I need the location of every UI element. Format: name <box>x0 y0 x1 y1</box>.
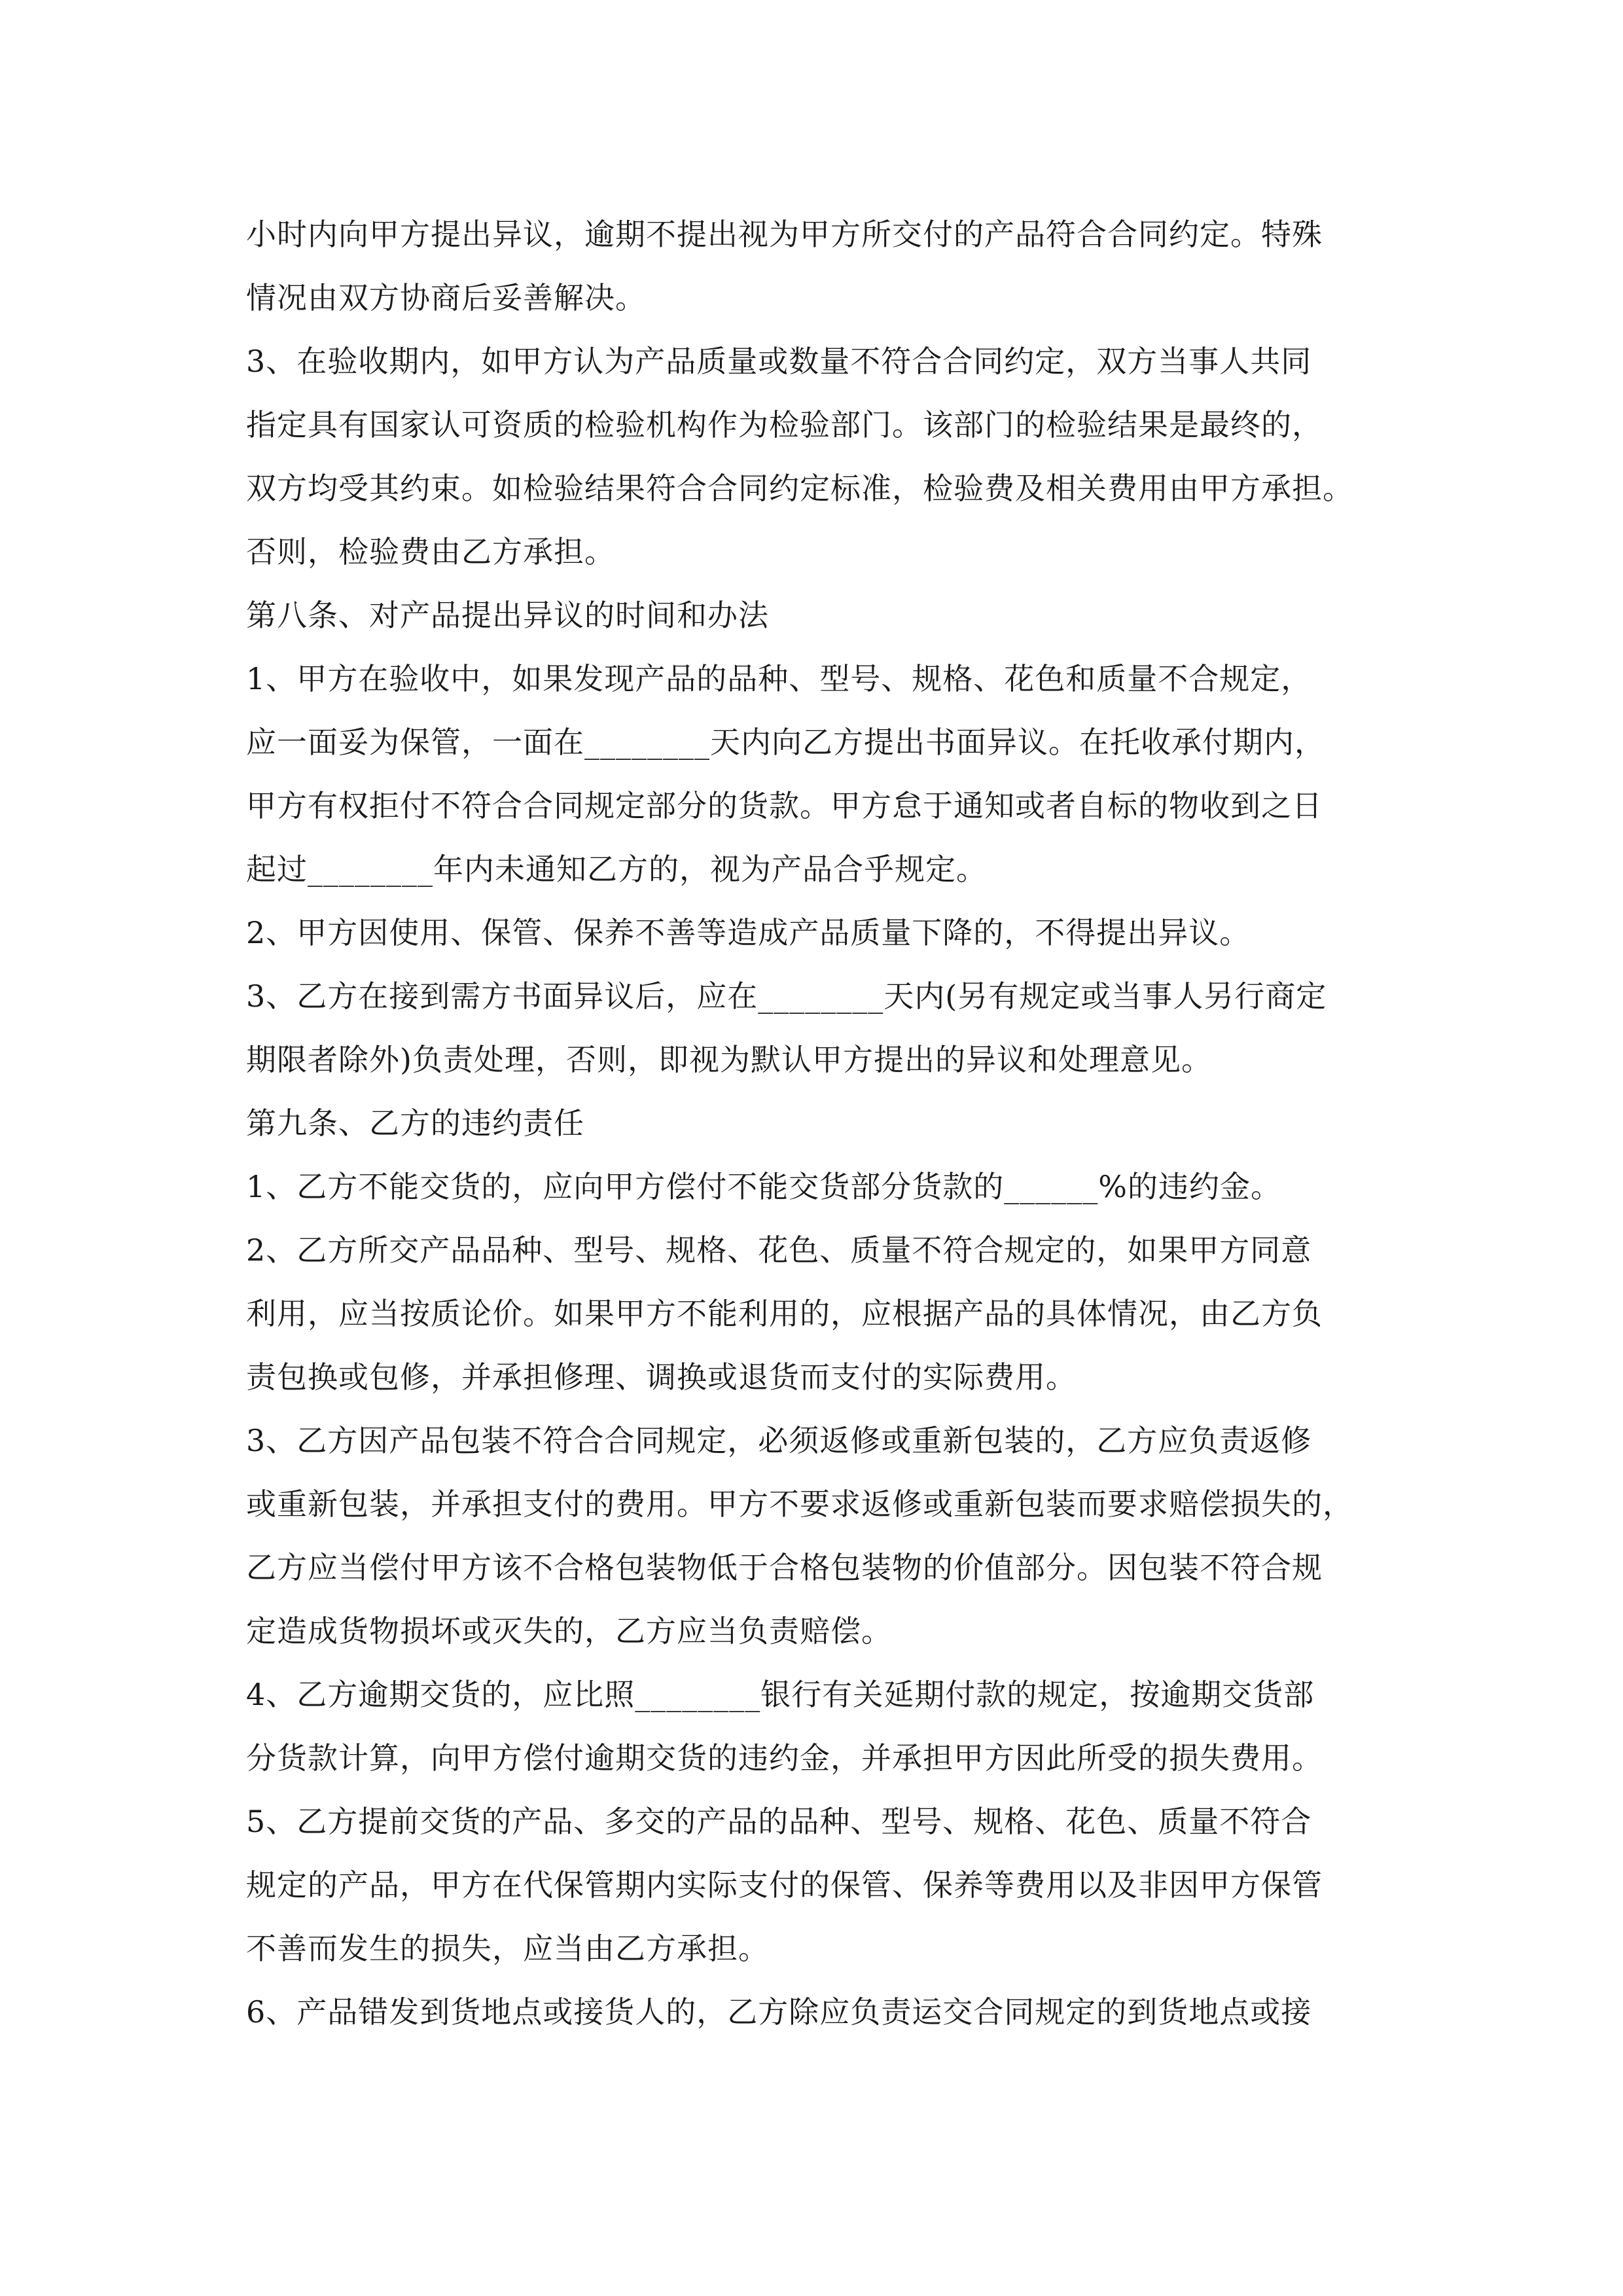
text-line: 规定的产品，甲方在代保管期内实际支付的保管、保养等费用以及非因甲方保管 <box>246 1867 1323 1903</box>
text-line: 小时内向甲方提出异议，逾期不提出视为甲方所交付的产品符合合同约定。特殊 <box>246 217 1323 252</box>
text-line: 应一面妥为保管，一面在________天内向乙方提出书面异议。在托收承付期内， <box>246 725 1325 760</box>
text-line: 1、甲方在验收中，如果发现产品的品种、型号、规格、花色和质量不合规定， <box>246 661 1312 696</box>
text-line: 否则，检验费由乙方承担。 <box>246 534 615 569</box>
text-line: 期限者除外)负责处理，否则，即视为默认甲方提出的异议和处理意见。 <box>246 1042 1212 1077</box>
text-line: 或重新包装，并承担支付的费用。甲方不要求返修或重新包装而要求赔偿损失的， <box>246 1486 1353 1522</box>
text-line: 2、甲方因使用、保管、保养不善等造成产品质量下降的，不得提出异议。 <box>246 915 1251 950</box>
text-line: 起过________年内未通知乙方的，视为产品合乎规定。 <box>246 852 987 887</box>
text-line: 3、乙方因产品包装不符合合同规定，必须返修或重新包装的，乙方应负责返修 <box>246 1423 1312 1458</box>
text-line: 3、在验收期内，如甲方认为产品质量或数量不符合合同约定，双方当事人共同 <box>246 344 1312 379</box>
text-line: 情况由双方协商后妥善解决。 <box>246 280 646 315</box>
text-line: 甲方有权拒付不符合合同规定部分的货款。甲方怠于通知或者自标的物收到之日 <box>246 788 1323 823</box>
text-line: 6、产品错发到货地点或接货人的，乙方除应负责运交合同规定的到货地点或接 <box>246 1994 1312 2030</box>
text-line: 责包换或包修，并承担修理、调换或退货而支付的实际费用。 <box>246 1359 1077 1395</box>
text-line: 双方均受其约束。如检验结果符合合同约定标准，检验费及相关费用由甲方承担。 <box>246 471 1353 506</box>
text-line: 3、乙方在接到需方书面异议后，应在________天内(另有规定或当事人另行商定 <box>246 978 1327 1014</box>
text-line: 分货款计算，向甲方偿付逾期交货的违约金，并承担甲方因此所受的损失费用。 <box>246 1740 1323 1776</box>
text-line: 乙方应当偿付甲方该不合格包装物低于合格包装物的价值部分。因包装不符合规 <box>246 1550 1323 1585</box>
text-line: 指定具有国家认可资质的检验机构作为检验部门。该部门的检验结果是最终的， <box>246 407 1323 442</box>
text-line: 5、乙方提前交货的产品、多交的产品的品种、型号、规格、花色、质量不符合 <box>246 1804 1312 1839</box>
section-heading: 第九条、乙方的违约责任 <box>246 1105 584 1141</box>
text-line: 利用，应当按质论价。如果甲方不能利用的，应根据产品的具体情况，由乙方负 <box>246 1296 1323 1331</box>
text-line: 2、乙方所交产品品种、型号、规格、花色、质量不符合规定的，如果甲方同意 <box>246 1232 1312 1268</box>
document-body <box>246 203 1398 2044</box>
text-line: 定造成货物损坏或灭失的，乙方应当负责赔偿。 <box>246 1613 892 1649</box>
text-line: 不善而发生的损失，应当由乙方承担。 <box>246 1931 769 1966</box>
section-heading: 第八条、对产品提出异议的时间和办法 <box>246 598 769 633</box>
text-line: 1、乙方不能交货的，应向甲方偿付不能交货部分货款的______%的违约金。 <box>246 1169 1281 1204</box>
text-line: 4、乙方逾期交货的，应比照________银行有关延期付款的规定，按逾期交货部 <box>246 1677 1315 1712</box>
